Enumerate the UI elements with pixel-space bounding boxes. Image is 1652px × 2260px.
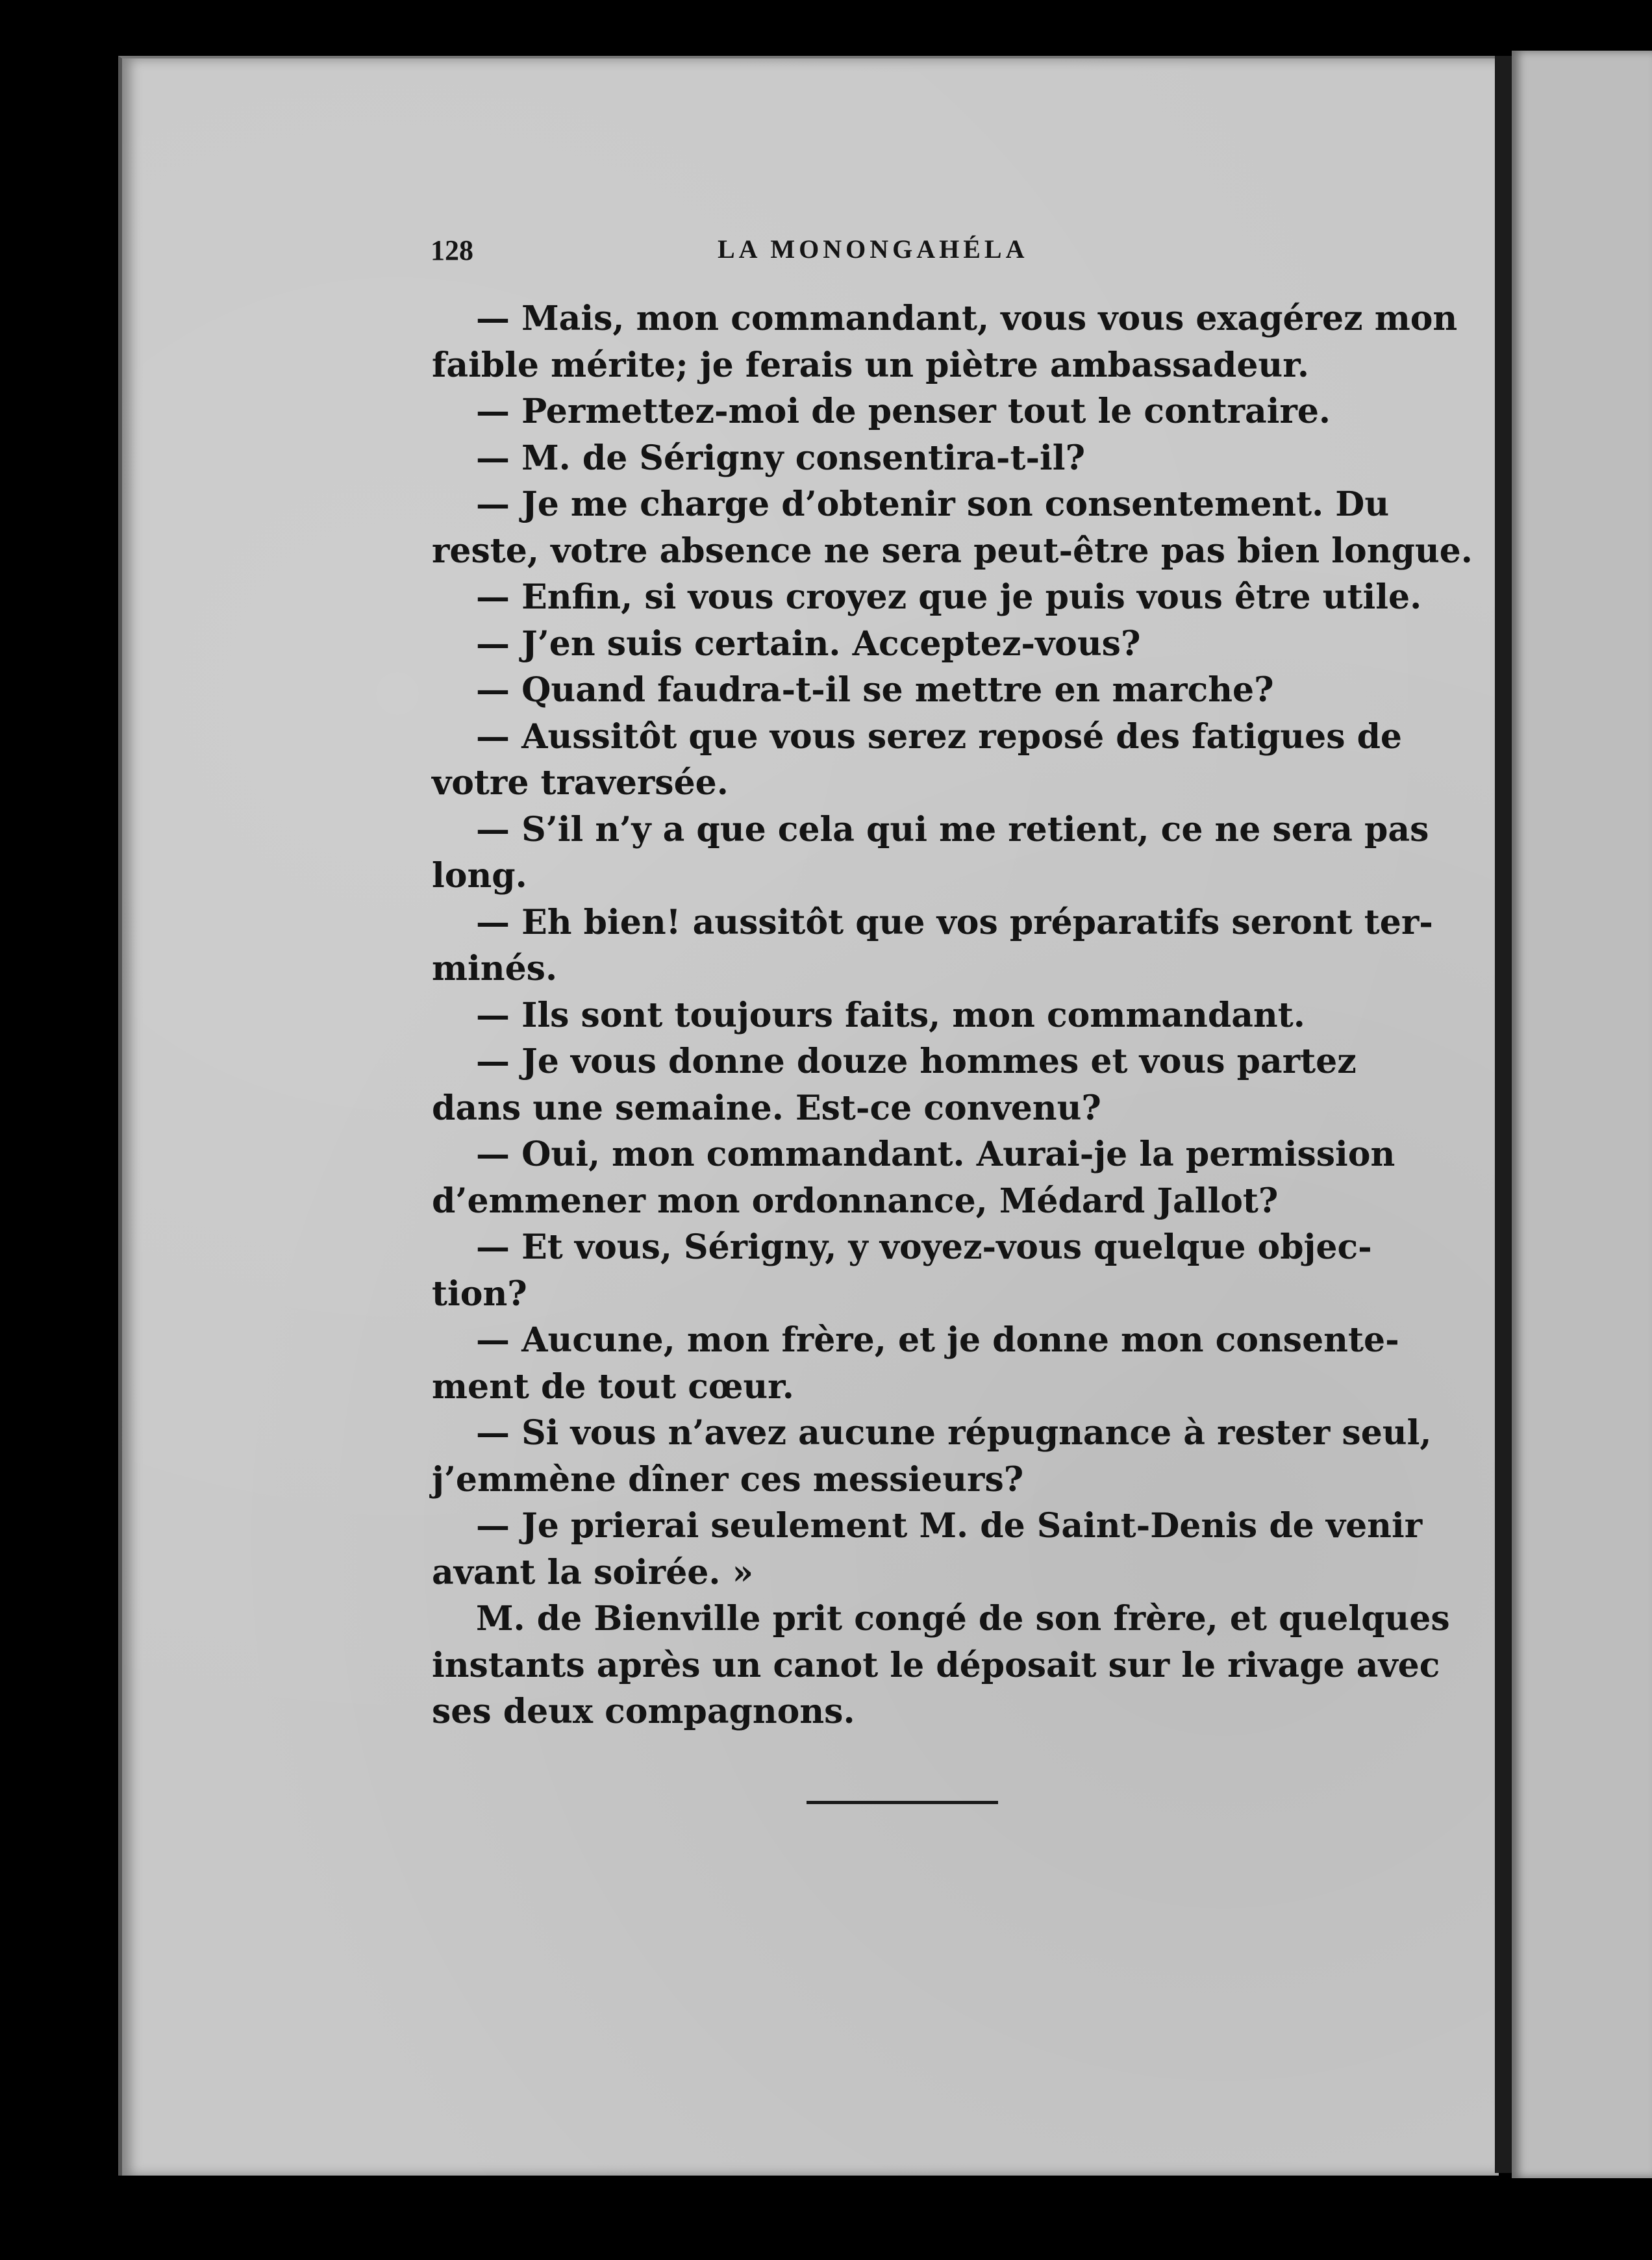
running-title: LA MONONGAHÉLA — [718, 234, 1029, 264]
text-line: — Aussitôt que vous serez reposé des fatigues de — [476, 716, 1403, 757]
text-line: — J’en suis certain. Acceptez-vous? — [476, 623, 1141, 664]
text-line: j’emmène dîner ces messieurs? — [432, 1459, 1024, 1500]
text-line: — Oui, mon commandant. Aurai-je la permission — [476, 1135, 1395, 1174]
text-line: d’emmener mon ordonnance, Médard Jallot? — [432, 1181, 1279, 1221]
text-line: — Aucune, mon frère, et je donne mon consente- — [476, 1320, 1399, 1360]
text-line: — Je prierai seulement M. de Saint-Denis de venir — [476, 1506, 1423, 1546]
text-line: — Mais, mon commandant, vous vous exagérez mon — [476, 299, 1458, 338]
page-number: 128 — [431, 234, 473, 266]
text-line: tion? — [432, 1274, 527, 1314]
closing-rule — [807, 1801, 998, 1804]
text-line: — Et vous, Sérigny, y voyez-vous quelque objec- — [476, 1227, 1372, 1267]
text-line: — Quand faudra-t-il se mettre en marche? — [476, 670, 1274, 710]
text-line: — Eh bien! aussitôt que vos préparatifs seront ter- — [476, 902, 1433, 942]
text-line: — Je vous donne douze hommes et vous partez — [476, 1042, 1357, 1081]
text-line: — Permettez-moi de penser tout le contraire. — [476, 392, 1331, 431]
text-line: — Je me charge d’obtenir son consentement. Du — [476, 484, 1390, 524]
adjacent-page-edge — [1512, 51, 1652, 2178]
body-text — [432, 295, 1473, 1735]
text-line: votre traversée. — [432, 763, 729, 803]
text-line: — S’il n’y a que cela qui me retient, ce ne sera pas — [476, 809, 1429, 849]
text-line: — Si vous n’avez aucune répugnance à rester seul, — [476, 1413, 1432, 1453]
text-line: reste, votre absence ne sera peut-être pas bien longue. — [432, 531, 1473, 571]
text-line: dans une semaine. Est-ce convenu? — [432, 1088, 1101, 1128]
text-line: faible mérite; je ferais un piètre ambassadeur. — [432, 345, 1309, 385]
text-line: ses deux compagnons. — [432, 1692, 855, 1731]
text-line: long. — [432, 856, 527, 896]
text-line: minés. — [432, 949, 558, 988]
text-line: ment de tout cœur. — [432, 1366, 794, 1407]
text-line: instants après un canot le déposait sur le rivage avec — [432, 1645, 1440, 1685]
page-gutter — [1495, 56, 1512, 2173]
text-line: — M. de Sérigny consentira-t-il? — [476, 438, 1086, 478]
text-line: M. de Bienville prit congé de son frère, et quelques — [476, 1599, 1450, 1638]
text-line: — Ils sont toujours faits, mon commandant. — [476, 995, 1305, 1035]
text-line: avant la soirée. » — [432, 1552, 754, 1592]
text-line: — Enfin, si vous croyez que je puis vous être utile. — [476, 577, 1422, 617]
